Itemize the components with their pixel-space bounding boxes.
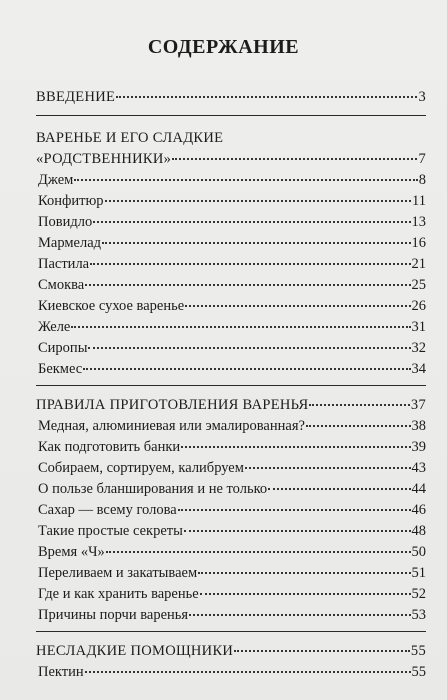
toc-entry — [38, 172, 426, 192]
toc-entry-section-jam — [36, 151, 426, 171]
dot-leader — [181, 445, 410, 448]
dot-leader — [93, 220, 410, 223]
toc-entry-page: 34 — [411, 361, 426, 377]
toc-entry — [38, 565, 426, 585]
dot-leader — [234, 649, 410, 652]
toc-entry-page: 52 — [411, 586, 426, 602]
toc-entry-label: Мармелад — [38, 235, 102, 251]
toc-entry-label: Сахар — всему голова — [38, 502, 177, 518]
toc-entry — [38, 607, 426, 627]
dot-leader — [83, 367, 410, 370]
section-divider — [36, 385, 426, 386]
toc-entry-label: Причины порчи варенья — [38, 607, 189, 623]
page-title: СОДЕРЖАНИЕ — [147, 36, 300, 58]
toc-entry-page: 16 — [411, 235, 426, 251]
dot-leader — [116, 95, 417, 98]
toc-entry-page: 48 — [411, 523, 426, 539]
toc-entry — [38, 277, 426, 297]
toc-entry-page: 55 — [410, 643, 426, 659]
dot-leader — [85, 283, 410, 286]
dot-leader — [268, 487, 410, 490]
toc-entry — [38, 502, 426, 522]
toc-entry-label: Киевское сухое варенье — [38, 298, 185, 314]
dot-leader — [71, 325, 410, 328]
toc-entry-label: Бекмес — [38, 361, 83, 377]
toc-entry-label: Повидло — [38, 214, 93, 230]
toc-entry-page: 50 — [411, 544, 426, 560]
toc-entry-label: Собираем, сортируем, калибруем — [38, 460, 244, 476]
toc-entry-label: ПРАВИЛА ПРИГОТОВЛЕНИЯ ВАРЕНЬЯ — [36, 397, 309, 413]
dot-leader — [309, 403, 409, 406]
dot-leader — [85, 670, 411, 673]
toc-entry — [38, 586, 426, 606]
toc-entry-page: 25 — [411, 277, 426, 293]
toc-entry-page: 55 — [411, 664, 426, 680]
section-divider — [36, 115, 426, 116]
dot-leader — [172, 157, 417, 160]
toc-entry — [38, 235, 426, 255]
toc-entry — [38, 298, 426, 318]
toc-entry-label: Где и как хранить варенье — [38, 586, 199, 602]
toc-entry-page: 38 — [411, 418, 426, 434]
toc-entry-label: О пользе бланширования и не только — [38, 481, 268, 497]
toc-entry-page: 39 — [411, 439, 426, 455]
toc-entry-page: 13 — [411, 214, 426, 230]
toc-entry-page: 3 — [418, 89, 426, 105]
toc-entry — [38, 340, 426, 360]
toc-entry — [38, 256, 426, 276]
dot-leader — [198, 571, 410, 574]
toc-entry-section-helpers — [36, 643, 426, 663]
toc-entry-page: 46 — [411, 502, 426, 518]
toc-entry-label: Пастила — [38, 256, 90, 272]
toc-entry-page: 7 — [418, 151, 426, 167]
toc-section-heading-line1: ВАРЕНЬЕ И ЕГО СЛАДКИЕ — [36, 130, 224, 146]
dot-leader — [106, 550, 411, 553]
toc-entry — [38, 544, 426, 564]
section-divider — [36, 631, 426, 632]
toc-entry-page: 51 — [411, 565, 426, 581]
toc-entry-label: Время «Ч» — [38, 544, 105, 560]
toc-entry-label: Такие простые секреты — [38, 523, 183, 539]
dot-leader — [88, 346, 410, 349]
toc-entry-page: 8 — [418, 172, 426, 188]
toc-entry — [38, 193, 426, 213]
toc-entry-page: 31 — [411, 319, 426, 335]
toc-entry-label: Пектин — [38, 664, 84, 680]
toc-entry-page: 11 — [412, 193, 426, 209]
toc-entry-label: Переливаем и закатываем — [38, 565, 198, 581]
toc-entry-label: Конфитюр — [38, 193, 104, 209]
dot-leader — [189, 613, 410, 616]
toc-entry — [38, 214, 426, 234]
toc-entry-section-rules — [36, 397, 426, 417]
toc-entry-label: Медная, алюминиевая или эмалированная? — [38, 418, 305, 434]
toc-entry — [38, 523, 426, 543]
toc-entry-label: «РОДСТВЕННИКИ» — [36, 151, 172, 167]
toc-entry-label: Желе — [38, 319, 71, 335]
toc-entry — [38, 418, 426, 438]
toc-entry — [38, 319, 426, 339]
toc-entry-page: 53 — [411, 607, 426, 623]
toc-entry — [38, 460, 426, 480]
toc-entry — [38, 481, 426, 501]
dot-leader — [102, 241, 410, 244]
toc-entry-label: Сиропы — [38, 340, 88, 356]
toc-entry-label: Джем — [38, 172, 74, 188]
toc-entry-label: Как подготовить банки — [38, 439, 181, 455]
dot-leader — [74, 178, 417, 181]
toc-entry-page: 37 — [410, 397, 426, 413]
dot-leader — [200, 592, 411, 595]
dot-leader — [185, 304, 410, 307]
toc-entry-label: НЕСЛАДКИЕ ПОМОЩНИКИ — [36, 643, 234, 659]
toc-entry-page: 44 — [411, 481, 426, 497]
dot-leader — [184, 529, 411, 532]
dot-leader — [245, 466, 411, 469]
dot-leader — [105, 199, 411, 202]
dot-leader — [178, 508, 411, 511]
toc-entry-label: ВВЕДЕНИЕ — [36, 89, 116, 105]
toc-entry — [38, 439, 426, 459]
toc-entry-label: Смоква — [38, 277, 85, 293]
toc-entry-page: 43 — [411, 460, 426, 476]
toc-entry-introduction — [36, 89, 426, 109]
toc-entry-page: 21 — [411, 256, 426, 272]
toc-entry — [38, 664, 426, 684]
toc-entry-page: 26 — [411, 298, 426, 314]
dot-leader — [306, 424, 411, 427]
toc-entry — [38, 361, 426, 381]
dot-leader — [90, 262, 410, 265]
toc-entry-page: 32 — [411, 340, 426, 356]
